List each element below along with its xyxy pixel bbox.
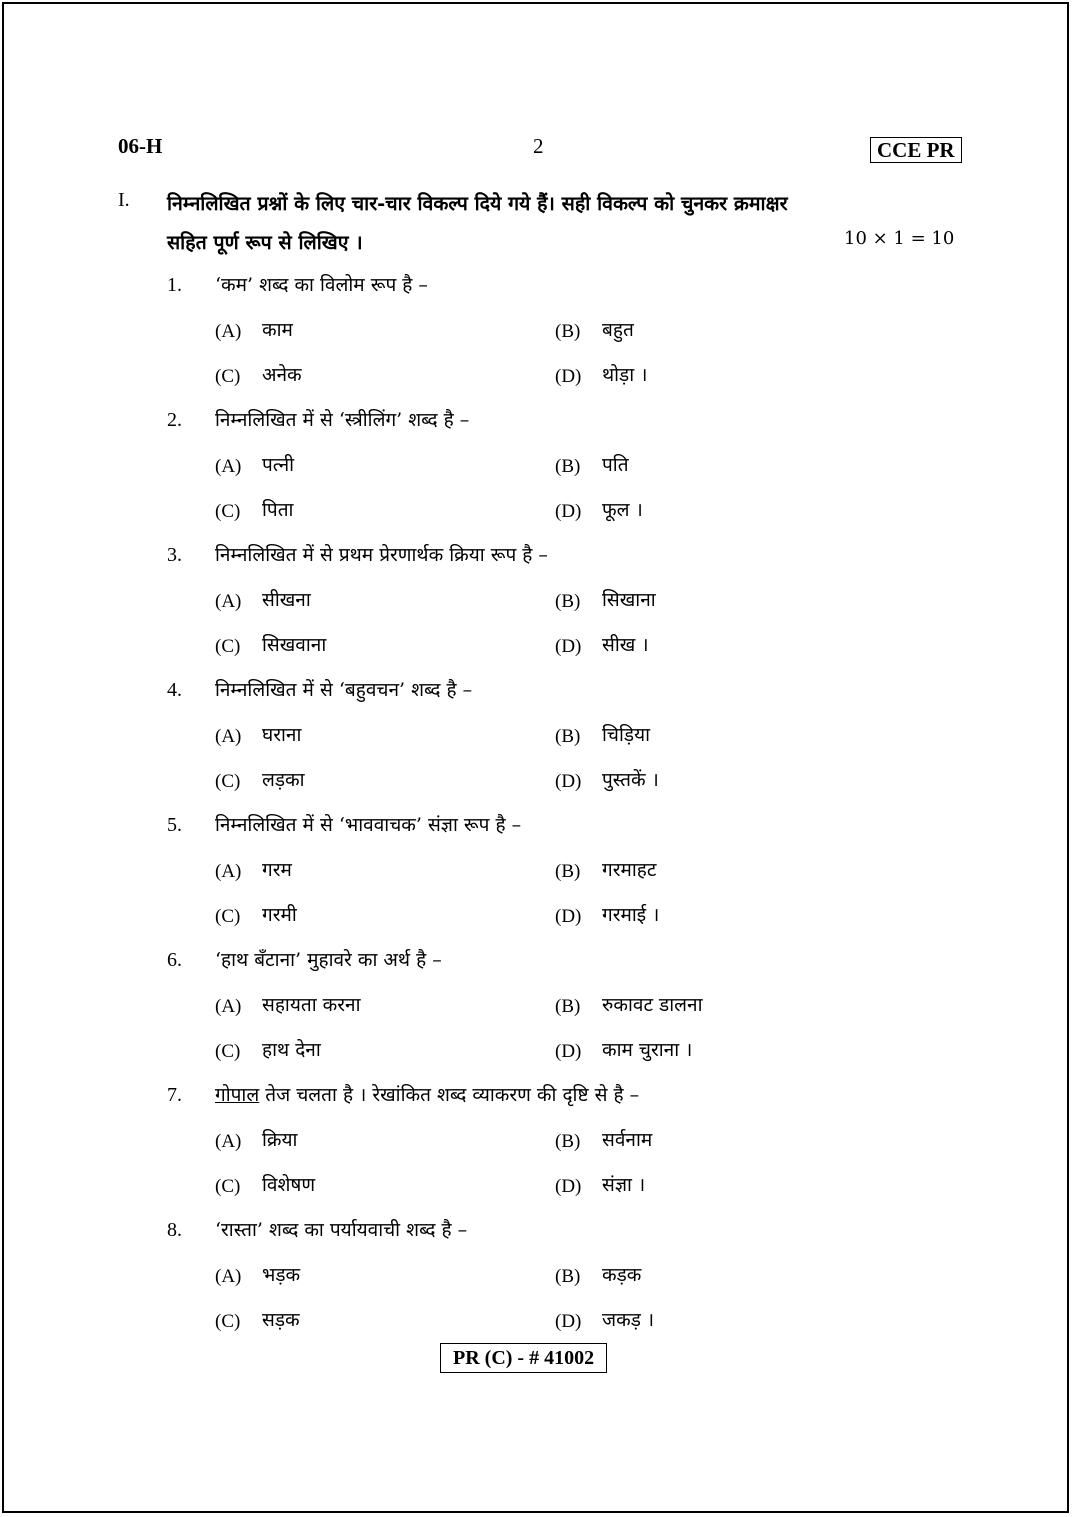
option-b: पति [602, 454, 629, 476]
option-a: भड़क [262, 1264, 301, 1286]
option-c: अनेक [262, 364, 302, 386]
option-label-d: (D) [555, 1311, 582, 1332]
option-c: विशेषण [262, 1174, 316, 1196]
question-1 [4, 274, 1071, 318]
instruction-line-1: निम्नलिखित प्रश्नों के लिए चार-चार विकल्प दिये गये हैं। सही विकल्प को चुनकर क्रमाक्षर [167, 192, 788, 215]
option-label-d: (D) [555, 501, 582, 522]
option-label-c: (C) [215, 771, 241, 792]
paper-code: 06-H [118, 134, 163, 158]
exam-page [2, 2, 1069, 1513]
question-number: 3. [167, 544, 182, 566]
question-5 [4, 814, 1071, 858]
option-c: पिता [262, 499, 294, 521]
option-b: बहुत [602, 319, 634, 341]
option-a: काम [262, 319, 293, 341]
option-label-a: (A) [215, 321, 242, 342]
options-row-2 [4, 769, 1071, 813]
option-c: लड़का [262, 769, 305, 791]
option-label-b: (B) [555, 591, 581, 612]
option-d: गरमाई । [602, 904, 660, 926]
option-label-d: (D) [555, 366, 582, 387]
options-row-2 [4, 904, 1071, 948]
question-text: निम्नलिखित में से ‘स्त्रीलिंग’ शब्द है – [215, 409, 470, 431]
option-a: पत्नी [262, 454, 295, 476]
option-d: संज्ञा । [602, 1174, 646, 1196]
options-row-1 [4, 1264, 1071, 1308]
question-number: 1. [167, 274, 182, 296]
option-label-b: (B) [555, 1131, 581, 1152]
option-label-a: (A) [215, 1131, 242, 1152]
option-c: सड़क [262, 1309, 300, 1331]
option-label-b: (B) [555, 861, 581, 882]
option-b: कड़क [602, 1264, 642, 1286]
question-3 [4, 544, 1071, 588]
option-label-b: (B) [555, 726, 581, 747]
options-row-2 [4, 1039, 1071, 1083]
option-label-a: (A) [215, 1266, 242, 1287]
options-row-1 [4, 319, 1071, 363]
exam-board-box: CCE PR [870, 137, 962, 163]
question-number: 7. [167, 1084, 182, 1106]
page-number: 2 [533, 134, 544, 158]
question-number: 2. [167, 409, 182, 431]
options-row-1 [4, 859, 1071, 903]
option-label-b: (B) [555, 996, 581, 1017]
options-row-2 [4, 499, 1071, 543]
instruction-line-2: सहित पूर्ण रूप से लिखिए । [167, 231, 363, 254]
option-label-c: (C) [215, 906, 241, 927]
option-label-d: (D) [555, 1176, 582, 1197]
question-2 [4, 409, 1071, 453]
option-b: रुकावट डालना [602, 994, 703, 1016]
options-row-2 [4, 364, 1071, 408]
question-6 [4, 949, 1071, 993]
section-instruction [167, 184, 962, 262]
option-d: थोड़ा । [602, 364, 648, 386]
option-c: गरमी [262, 904, 297, 926]
option-label-c: (C) [215, 636, 241, 657]
option-label-b: (B) [555, 1266, 581, 1287]
options-row-1 [4, 724, 1071, 768]
underlined-word: गोपाल [215, 1084, 260, 1106]
option-a: घराना [262, 724, 302, 746]
question-4 [4, 679, 1071, 723]
option-a: गरम [262, 859, 292, 881]
option-label-a: (A) [215, 726, 242, 747]
option-label-c: (C) [215, 1041, 241, 1062]
option-b: सिखाना [602, 589, 656, 611]
option-label-d: (D) [555, 906, 582, 927]
question-text: ‘कम’ शब्द का विलोम रूप है – [215, 274, 428, 296]
question-8 [4, 1219, 1071, 1263]
option-b: चिड़िया [602, 724, 651, 746]
options-row-1 [4, 589, 1071, 633]
question-text: निम्नलिखित में से ‘बहुवचन’ शब्द है – [215, 679, 473, 701]
question-number: 8. [167, 1219, 182, 1241]
option-label-c: (C) [215, 501, 241, 522]
option-a: सीखना [262, 589, 311, 611]
question-text: निम्नलिखित में से प्रथम प्रेरणार्थक क्रिया रूप है – [215, 544, 548, 566]
options-row-2 [4, 1174, 1071, 1218]
question-number: 4. [167, 679, 182, 701]
option-b: सर्वनाम [602, 1129, 653, 1151]
question-number: 6. [167, 949, 182, 971]
option-label-c: (C) [215, 366, 241, 387]
section-number: I. [118, 189, 130, 211]
option-label-d: (D) [555, 1041, 582, 1062]
question-7 [4, 1084, 1071, 1128]
option-c: सिखवाना [262, 634, 327, 656]
option-label-d: (D) [555, 771, 582, 792]
option-b: गरमाहट [602, 859, 657, 881]
options-row-1 [4, 1129, 1071, 1173]
option-label-c: (C) [215, 1176, 241, 1197]
question-text: ‘रास्ता’ शब्द का पर्यायवाची शब्द है – [215, 1219, 468, 1241]
options-row-2 [4, 634, 1071, 678]
option-a: क्रिया [262, 1129, 298, 1151]
option-d: पुस्तकें । [602, 769, 659, 791]
options-row-1 [4, 454, 1071, 498]
option-d: जकड़ । [602, 1309, 655, 1331]
option-label-a: (A) [215, 456, 242, 477]
options-row-1 [4, 994, 1071, 1038]
option-label-a: (A) [215, 591, 242, 612]
option-label-b: (B) [555, 456, 581, 477]
marks-allocation: 10 × 1 = 10 [844, 228, 955, 249]
option-c: हाथ देना [262, 1039, 321, 1061]
question-text: निम्नलिखित में से ‘भाववाचक’ संज्ञा रूप है – [215, 814, 522, 836]
option-d: काम चुराना । [602, 1039, 693, 1061]
question-number: 5. [167, 814, 182, 836]
paper-code-footer: PR (C) - # 41002 [440, 1343, 607, 1373]
option-d: फूल । [602, 499, 643, 521]
option-label-c: (C) [215, 1311, 241, 1332]
option-a: सहायता करना [262, 994, 361, 1016]
option-label-a: (A) [215, 861, 242, 882]
question-text-rest: तेज चलता है । रेखांकित शब्द व्याकरण की दृष्टि से है – [259, 1084, 640, 1106]
option-label-a: (A) [215, 996, 242, 1017]
question-text: ‘हाथ बँटाना’ मुहावरे का अर्थ है – [215, 949, 442, 971]
option-label-b: (B) [555, 321, 581, 342]
option-d: सीख । [602, 634, 649, 656]
question-text [215, 1081, 639, 1107]
option-label-d: (D) [555, 636, 582, 657]
